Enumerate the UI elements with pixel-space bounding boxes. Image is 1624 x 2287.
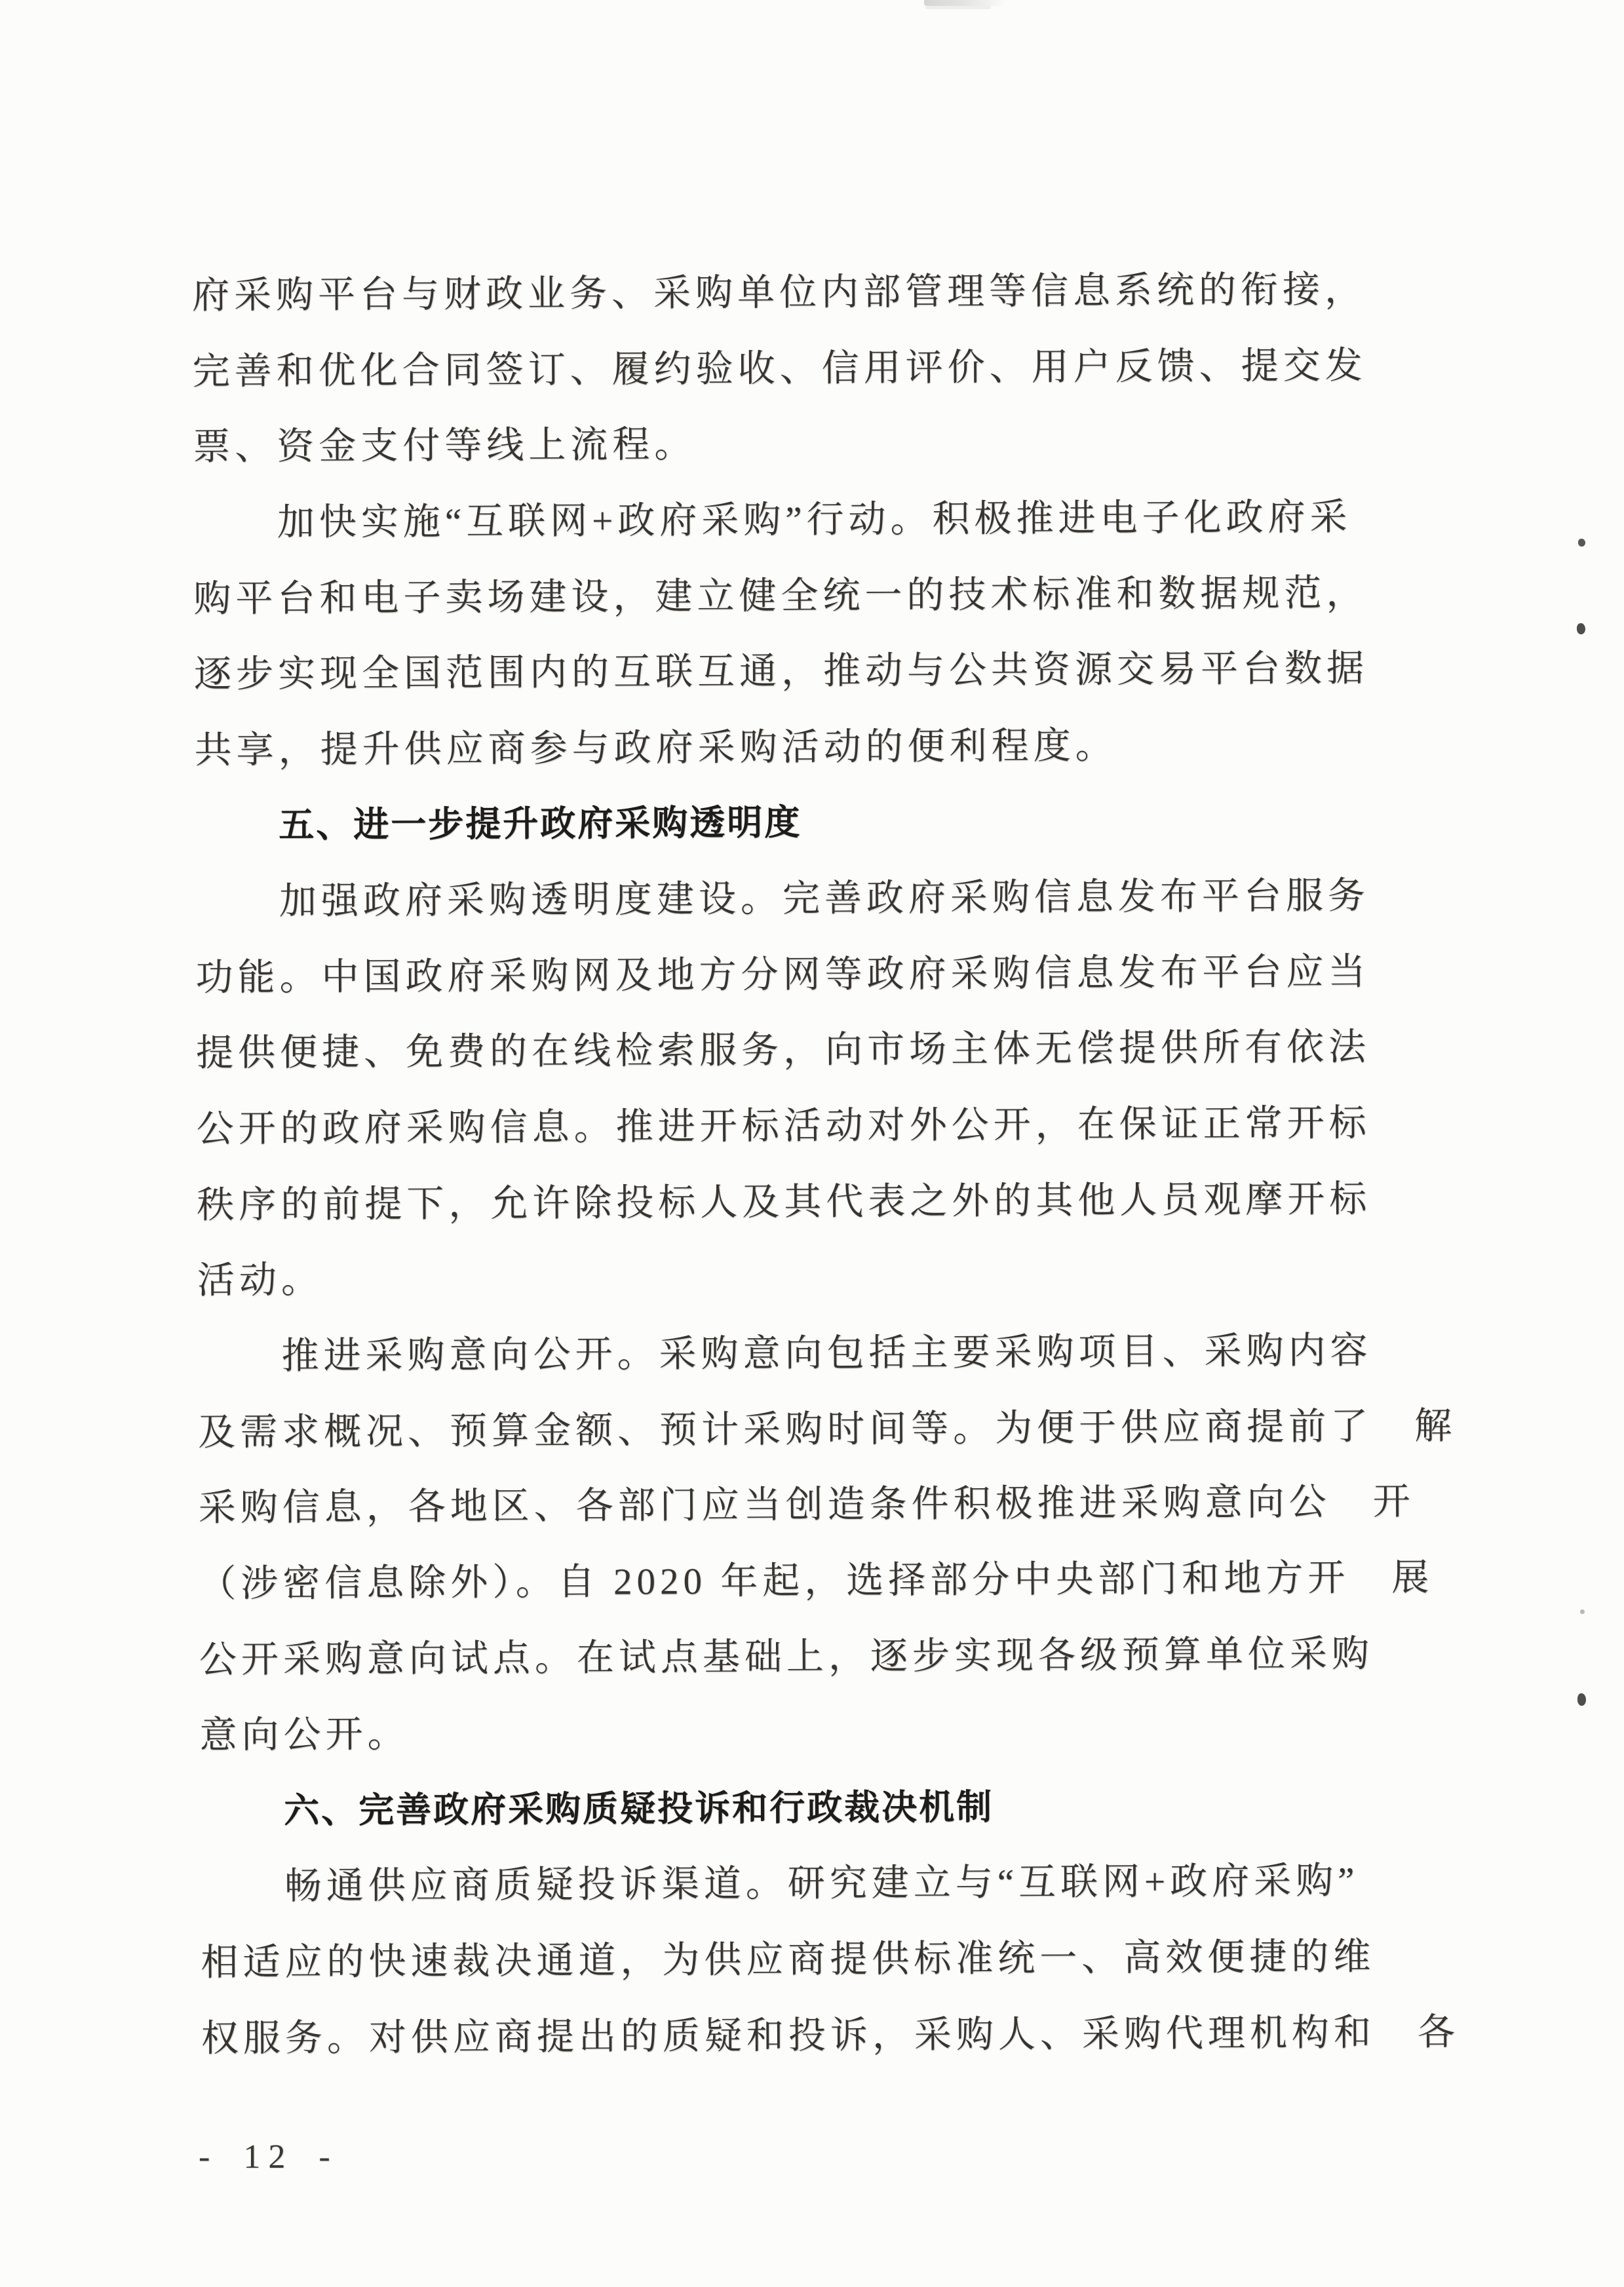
text-line: 府采购平台与财政业务、采购单位内部管理等信息系统的衔接， bbox=[191, 269, 1367, 317]
text-line: 逐步实现全国范围内的互联互通，推动与公共资源交易平台数据 bbox=[193, 647, 1369, 696]
document-body bbox=[192, 252, 1506, 2077]
scan-speck bbox=[1577, 623, 1585, 634]
scan-smudge bbox=[925, 6, 991, 9]
text-line: 提供便捷、免费的在线检索服务，向市场主体无偿提供所有依法 bbox=[195, 1027, 1371, 1075]
text-line: 推进采购意向公开。采购意向包括主要采购项目、采购内容 bbox=[281, 1330, 1372, 1377]
text-line: 完善和优化合同签订、履约验收、信用评价、用户反馈、提交发 bbox=[192, 345, 1367, 393]
text-line: 秩序的前提下，允许除投标人及其代表之外的其他人员观摩开标 bbox=[197, 1178, 1372, 1226]
text-line: 购平台和电子卖场建设，建立健全统一的技术标准和数据规范， bbox=[193, 572, 1368, 620]
scan-smudge bbox=[924, 0, 1006, 6]
text-line: 意向公开。 bbox=[199, 1714, 410, 1757]
text-line: 票、资金支付等线上流程。 bbox=[193, 424, 697, 469]
section-heading-5: 五、进一步提升政府采购透明度 bbox=[279, 803, 802, 845]
text-line: 公开采购意向试点。在试点基础上，逐步实现各级预算单位采购 bbox=[199, 1633, 1374, 1681]
text-line: 及需求概况、预算金额、预计采购时间等。为便于供应商提前了 解 bbox=[197, 1405, 1457, 1453]
scan-speck bbox=[1580, 1609, 1585, 1614]
text-line: 相适应的快速裁决通道，为供应商提供标准统一、高效便捷的维 bbox=[201, 1936, 1376, 1984]
section-heading-6: 六、完善政府采购质疑投诉和行政裁决机制 bbox=[283, 1787, 994, 1831]
text-line: 活动。 bbox=[197, 1259, 324, 1302]
text-line: 功能。中国政府采购网及地方分网等政府采购信息发布平台应当 bbox=[195, 951, 1370, 999]
text-line: 共享，提升供应商参与政府采购活动的便利程度。 bbox=[194, 725, 1117, 771]
scan-speck bbox=[1577, 1693, 1586, 1706]
text-line: 权服务。对供应商提出的质疑和投诉，采购人、采购代理机构和 各 bbox=[201, 2011, 1460, 2060]
text-line: （涉密信息除外）。自 2020 年起，选择部分中央部门和地方开 展 bbox=[199, 1557, 1434, 1605]
text-line: 畅通供应商质疑投诉渠道。研究建立与“互联网+政府采购” bbox=[284, 1860, 1359, 1908]
page-number: - 12 - bbox=[199, 2138, 338, 2176]
text-line: 采购信息，各地区、各部门应当创造条件积极推进采购意向公 开 bbox=[198, 1481, 1415, 1529]
text-line: 公开的政府采购信息。推进开标活动对外公开，在保证正常开标 bbox=[196, 1102, 1371, 1151]
scan-speck bbox=[1578, 539, 1585, 547]
text-line: 加快实施“互联网+政府采购”行动。积极推进电子化政府采 bbox=[277, 496, 1352, 544]
text-line: 加强政府采购透明度建设。完善政府采购信息发布平台服务 bbox=[279, 875, 1370, 923]
